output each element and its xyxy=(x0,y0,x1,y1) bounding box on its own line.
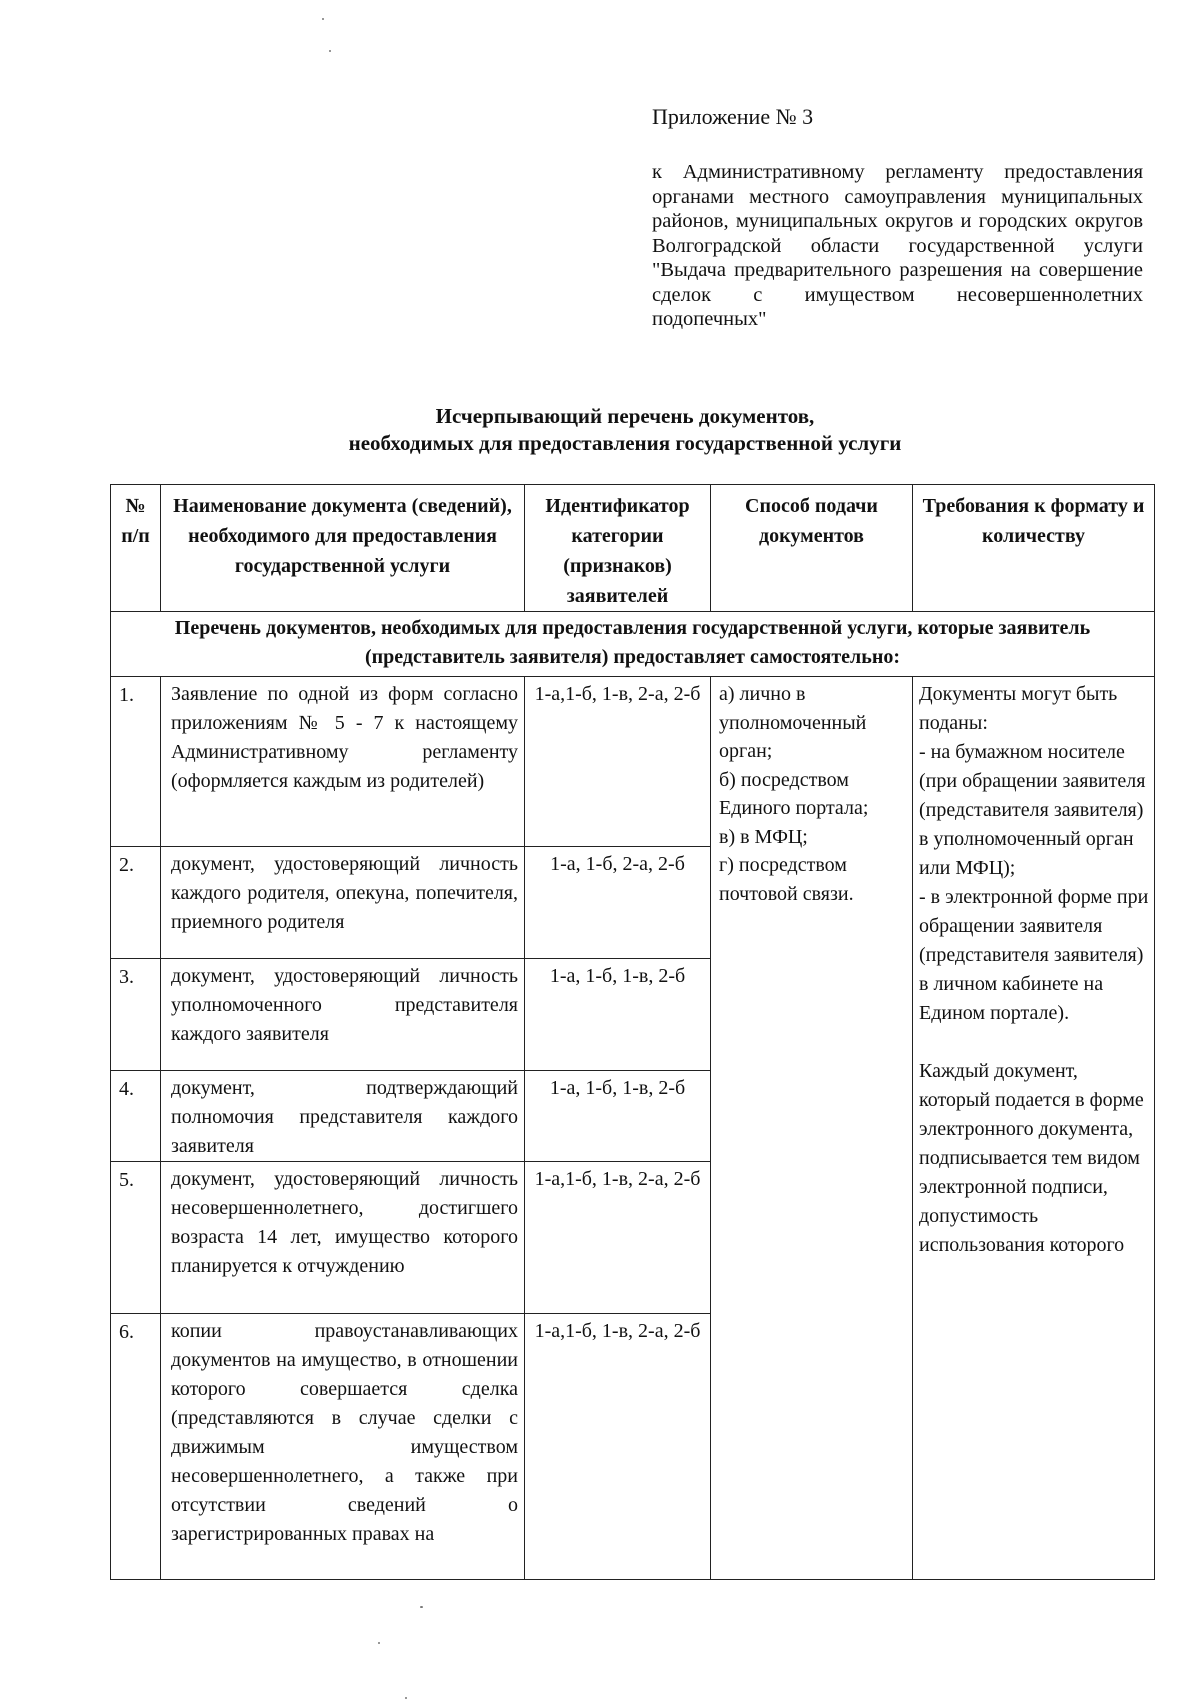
row-document-name: документ, удостоверяющий личность несовершеннолетнего, достигшего возраста 14 лет, имущество которого планируется к отчуждению xyxy=(161,1162,525,1314)
scan-speck xyxy=(329,50,331,52)
row-num: 1. xyxy=(111,677,161,847)
row-category: 1-а, 1-б, 1-в, 2-б xyxy=(525,959,711,1071)
row-category: 1-а,1-б, 1-в, 2-а, 2-б xyxy=(525,1162,711,1314)
scan-speck xyxy=(405,1697,407,1699)
row-category: 1-а,1-б, 1-в, 2-а, 2-б xyxy=(525,1314,711,1580)
requirements-p2: - на бумажном носителе (при обращении заявителя (представителя заявителя) в уполномоченный орган или МФЦ); xyxy=(919,741,1146,879)
row-category: 1-а,1-б, 1-в, 2-а, 2-б xyxy=(525,677,711,847)
document-title-line-2: необходимых для предоставления государственной услуги xyxy=(348,431,902,455)
method-a: а) лично в уполномоченный орган; xyxy=(719,683,867,762)
section-row xyxy=(111,612,1155,677)
submission-method-cell xyxy=(711,677,913,1580)
table-header-row xyxy=(111,485,1155,612)
method-b: б) посредством Единого портала; xyxy=(719,768,869,819)
row-document-name: Заявление по одной из форм согласно приложениям № 5 - 7 к настоящему Административному регламенту (оформляется каждым из родителей) xyxy=(161,677,525,847)
scan-speck xyxy=(322,18,324,20)
row-num: 4. xyxy=(111,1071,161,1162)
row-document-name: документ, удостоверяющий личность каждого родителя, опекуна, попечителя, приемного родителя xyxy=(161,847,525,959)
requirements-p3: - в электронной форме при обращении заявителя (представителя заявителя) в личном кабинете на Едином портале). xyxy=(919,886,1149,1024)
method-c: в) в МФЦ; xyxy=(719,825,808,848)
annex-text: к Административному регламенту предоставления органами местного самоуправления муниципальных районов, муниципальных округов и городских округов Волгоградской области государственной услуги "Выдача предварительного разрешения на совершение сделок с имуществом несовершеннолетних подопечных" xyxy=(652,161,1143,330)
row-document-name: копии правоустанавливающих документов на имущество, в отношении которого совершается сделка (представляются в случае сделки с движимым имуществом несовершеннолетнего, а также при отсутствии сведений о зарегистрированных правах на xyxy=(161,1314,525,1580)
header-category: Идентификатор категории (признаков) заявителей xyxy=(525,485,711,612)
document-title-line-1: Исчерпывающий перечень документов, xyxy=(435,404,815,428)
scan-speck xyxy=(378,1642,380,1644)
row-category: 1-а, 1-б, 1-в, 2-б xyxy=(525,1071,711,1162)
table-row xyxy=(111,677,1155,847)
row-num: 2. xyxy=(111,847,161,959)
requirements-cell xyxy=(913,677,1155,1580)
document-title xyxy=(110,403,1140,457)
row-num: 5. xyxy=(111,1162,161,1314)
requirements-p4: Каждый документ, который подается в форме электронного документа, подписывается тем видом электронной подписи, допустимость использования которого xyxy=(919,1060,1144,1256)
documents-table xyxy=(110,484,1155,1580)
row-document-name: документ, удостоверяющий личность уполномоченного представителя каждого заявителя xyxy=(161,959,525,1071)
scan-speck xyxy=(420,1606,423,1608)
row-category: 1-а, 1-б, 2-а, 2-б xyxy=(525,847,711,959)
section-heading: Перечень документов, необходимых для предоставления государственной услуги, которые заявитель (представитель заявителя) предоставляет самостоятельно: xyxy=(111,612,1155,677)
row-num: 3. xyxy=(111,959,161,1071)
row-num: 6. xyxy=(111,1314,161,1580)
header-method: Способ подачи документов xyxy=(711,485,913,612)
header-name: Наименование документа (сведений), необходимого для предоставления государственной услуги xyxy=(161,485,525,612)
requirements-p1: Документы могут быть поданы: xyxy=(919,683,1118,734)
row-document-name: документ, подтверждающий полномочия представителя каждого заявителя xyxy=(161,1071,525,1162)
annex-title: Приложение № 3 xyxy=(652,104,814,129)
header-requirements: Требования к формату и количеству xyxy=(913,485,1155,612)
method-d: г) посредством почтовой связи. xyxy=(719,854,854,905)
header-num: № п/п xyxy=(111,485,161,612)
